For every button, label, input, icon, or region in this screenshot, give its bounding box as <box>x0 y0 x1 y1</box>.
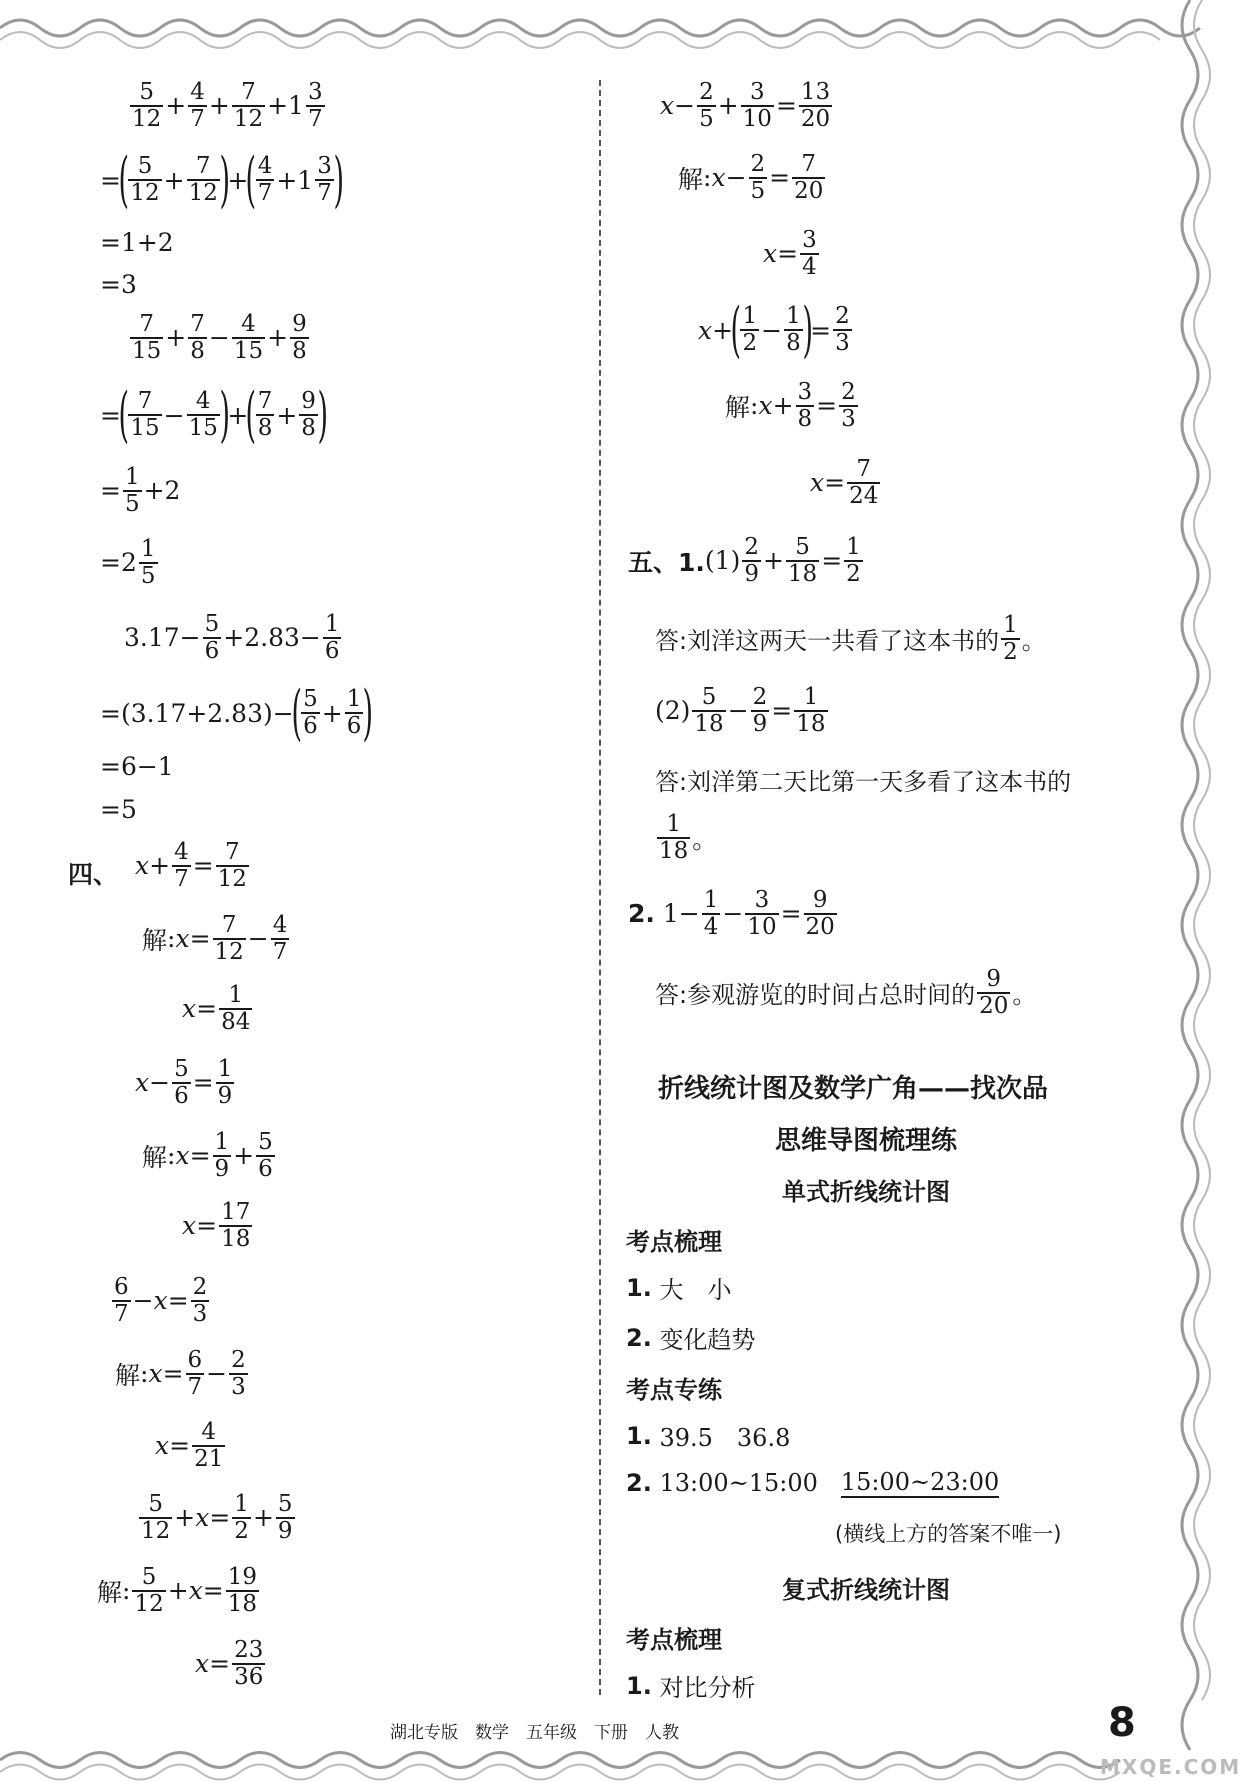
section4-label: 四、 <box>68 860 119 889</box>
answer-2: 答:刘洋第二天比第一天多看了这本书的 <box>655 768 1072 796</box>
eq4-line2: 解 : $\frac{5}{12}$ + x = $\frac{19}{18}$ <box>97 1564 258 1617</box>
eq3-line3: x = $\frac{4}{21}$ <box>155 1419 224 1472</box>
q5-2: 2. 1− $\frac{1}{4}$ − $\frac{3}{10}$ = $\frac{9}{20}$ <box>628 887 835 940</box>
kd1-heading: 考点梳理 <box>626 1228 722 1256</box>
page-number: 8 <box>1108 1700 1136 1746</box>
chapter-title: 折线统计图及数学广角——找次品 <box>658 1074 1049 1104</box>
expr1-line1: $\frac{5}{12}$ + $\frac{4}{7}$ + $\frac{7}{12}$ +1 $\frac{3}{7}$ <box>132 79 323 132</box>
chapter-subtitle: 思维导图梳理练 <box>775 1126 958 1156</box>
right-wave-border <box>1160 0 1225 1792</box>
expr3-line1: 3.17− $\frac{5}{6}$ +2.83− $\frac{1}{6}$ <box>124 611 340 664</box>
note: (横线上方的答案不唯一) <box>835 1522 1062 1546</box>
eq4-line1: $\frac{5}{12}$ + x = $\frac{1}{2}$ + $\frac{5}{9}$ <box>141 1491 293 1544</box>
kz-heading: 考点专练 <box>626 1376 722 1404</box>
q5-1-2: (2) $\frac{5}{18}$ − $\frac{2}{9}$ = $\frac{1}{18}$ <box>655 684 826 737</box>
eq1-line2: 解 : x = $\frac{7}{12}$ − $\frac{4}{7}$ <box>142 912 288 965</box>
eq1-line1: x + $\frac{4}{7}$ = $\frac{7}{12}$ <box>135 839 247 892</box>
k1-item: 1. 大 小 <box>626 1273 732 1304</box>
watermark: MXQE.COM <box>1100 1755 1241 1779</box>
expr3-line2: =(3.17+2.83)− ( $\frac{5}{6}$ + $\frac{1}{6}$ ) <box>100 678 374 748</box>
answer-2-frac: $\frac{1}{18}$ 。 <box>659 811 718 864</box>
eq1-line3: x = $\frac{1}{84}$ <box>182 982 251 1035</box>
bottom-wave-border <box>0 1735 1160 1792</box>
m1-item: 1. 对比分析 <box>626 1671 756 1702</box>
expr3-line3: =6−1 <box>100 752 174 781</box>
eq3-line2: 解 : x = $\frac{6}{7}$ − $\frac{2}{3}$ <box>115 1347 246 1400</box>
expr2-line2: = ( $\frac{7}{15}$ − $\frac{4}{15}$ ) + ( $\frac{7}{8}$ + $\frac{9}{8}$ ) <box>100 380 328 450</box>
eq2-line1: x − $\frac{5}{6}$ = $\frac{1}{9}$ <box>135 1056 233 1109</box>
z1-item: 1. 39.5 36.8 <box>626 1421 791 1452</box>
expr2-line1: $\frac{7}{15}$ + $\frac{7}{8}$ − $\frac{4}{15}$ + $\frac{9}{8}$ <box>132 311 307 364</box>
expr1-line2: = ( $\frac{5}{12}$ + $\frac{7}{12}$ ) + ( $\frac{4}{7}$ +1 $\frac{3}{7}$ ) <box>100 145 344 215</box>
expr3-line4: =5 <box>100 795 137 824</box>
footer-text: 湖北专版 数学 五年级 下册 人教 <box>390 1723 679 1743</box>
expr1-line3: =1+2 <box>100 228 174 257</box>
q5-1-1: 五、1. (1) $\frac{2}{9}$ + $\frac{5}{18}$ = $\frac{1}{2}$ <box>628 534 861 587</box>
eq6-line1: x + ( $\frac{1}{2}$ − $\frac{1}{8}$ ) = $\frac{2}{3}$ <box>698 295 850 365</box>
column-divider <box>599 80 601 1695</box>
eq3-line1: $\frac{6}{7}$ − x = $\frac{2}{3}$ <box>114 1274 208 1327</box>
eq4-line3: x = $\frac{23}{36}$ <box>195 1637 264 1690</box>
eq5-line2: 解 : x − $\frac{2}{5}$ = $\frac{7}{20}$ <box>678 151 824 204</box>
section-title-single: 单式折线统计图 <box>782 1178 950 1206</box>
expr2-line3: = $\frac{1}{5}$ +2 <box>100 464 181 517</box>
answer-1: 答:刘洋这两天一共看了这本书的 $\frac{1}{2}$ 。 <box>655 612 1046 665</box>
expr2-line4: =2 $\frac{1}{5}$ <box>100 536 156 589</box>
eq2-line2: 解 : x = $\frac{1}{9}$ + $\frac{5}{6}$ <box>142 1129 273 1182</box>
eq5-line3: x = $\frac{3}{4}$ <box>763 227 817 280</box>
eq6-line3: x = $\frac{7}{24}$ <box>810 456 879 509</box>
expr1-line4: =3 <box>100 270 137 299</box>
top-wave-border <box>0 0 1225 60</box>
section-title-multi: 复式折线统计图 <box>782 1576 950 1604</box>
eq6-line2: 解 : x + $\frac{3}{8}$ = $\frac{2}{3}$ <box>725 379 856 432</box>
z2-item: 2. 13:00~15:00 15:00~23:00 <box>626 1468 1000 1497</box>
eq5-line1: x − $\frac{2}{5}$ + $\frac{3}{10}$ = $\frac{13}{20}$ <box>660 79 831 132</box>
kd2-heading: 考点梳理 <box>626 1626 722 1654</box>
k2-item: 2. 变化趋势 <box>626 1323 756 1354</box>
eq2-line3: x = $\frac{17}{18}$ <box>182 1199 251 1252</box>
answer-3: 答:参观游览的时间占总时间的 $\frac{9}{20}$ 。 <box>655 966 1037 1019</box>
